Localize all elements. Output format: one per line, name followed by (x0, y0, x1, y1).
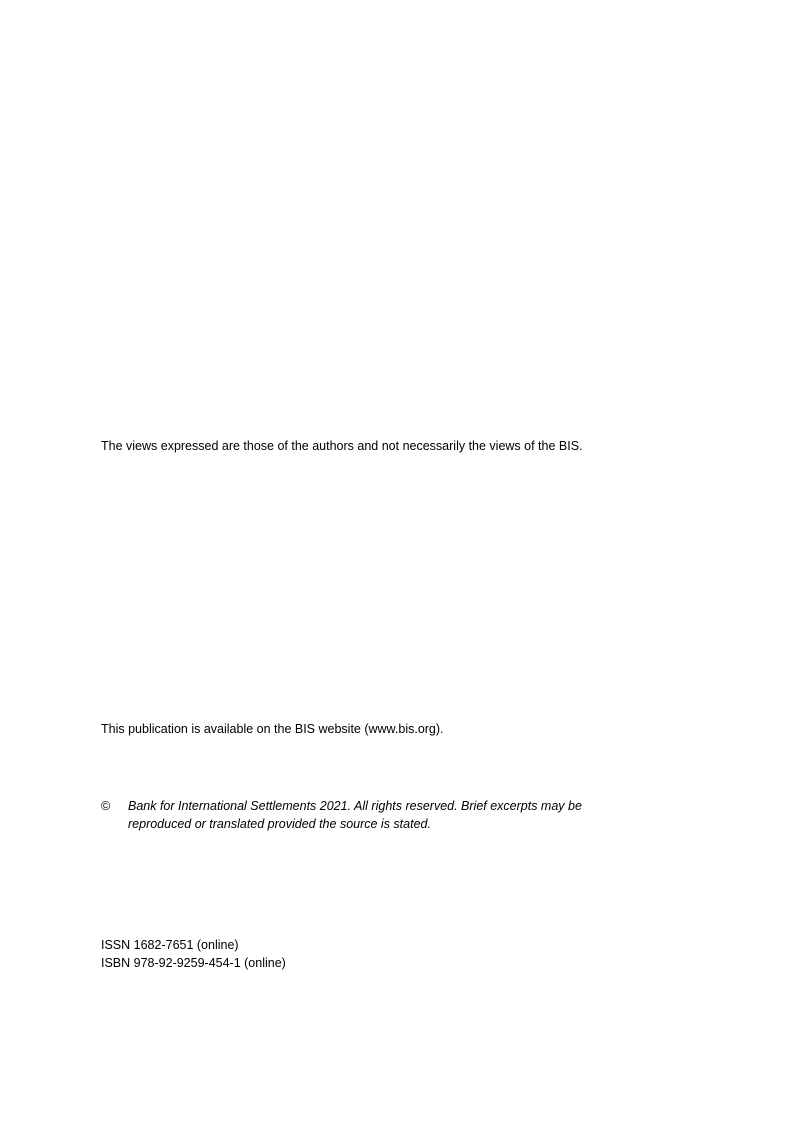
copyright-line-1: Bank for International Settlements 2021. All rights reserved. Brief excerpts may be (128, 799, 582, 813)
copyright-symbol: © (101, 799, 111, 813)
copyright-line-2: reproduced or translated provided the source is stated. (128, 817, 431, 831)
availability-text: This publication is available on the BIS website (www.bis.org). (101, 722, 444, 736)
disclaimer-text: The views expressed are those of the authors and not necessarily the views of the BIS. (101, 439, 583, 453)
copyright-text (128, 797, 582, 833)
copyright-notice (101, 797, 582, 833)
publication-identifiers (101, 936, 286, 972)
issn-text: ISSN 1682-7651 (online) (101, 938, 239, 952)
isbn-text: ISBN 978-92-9259-454-1 (online) (101, 956, 286, 970)
